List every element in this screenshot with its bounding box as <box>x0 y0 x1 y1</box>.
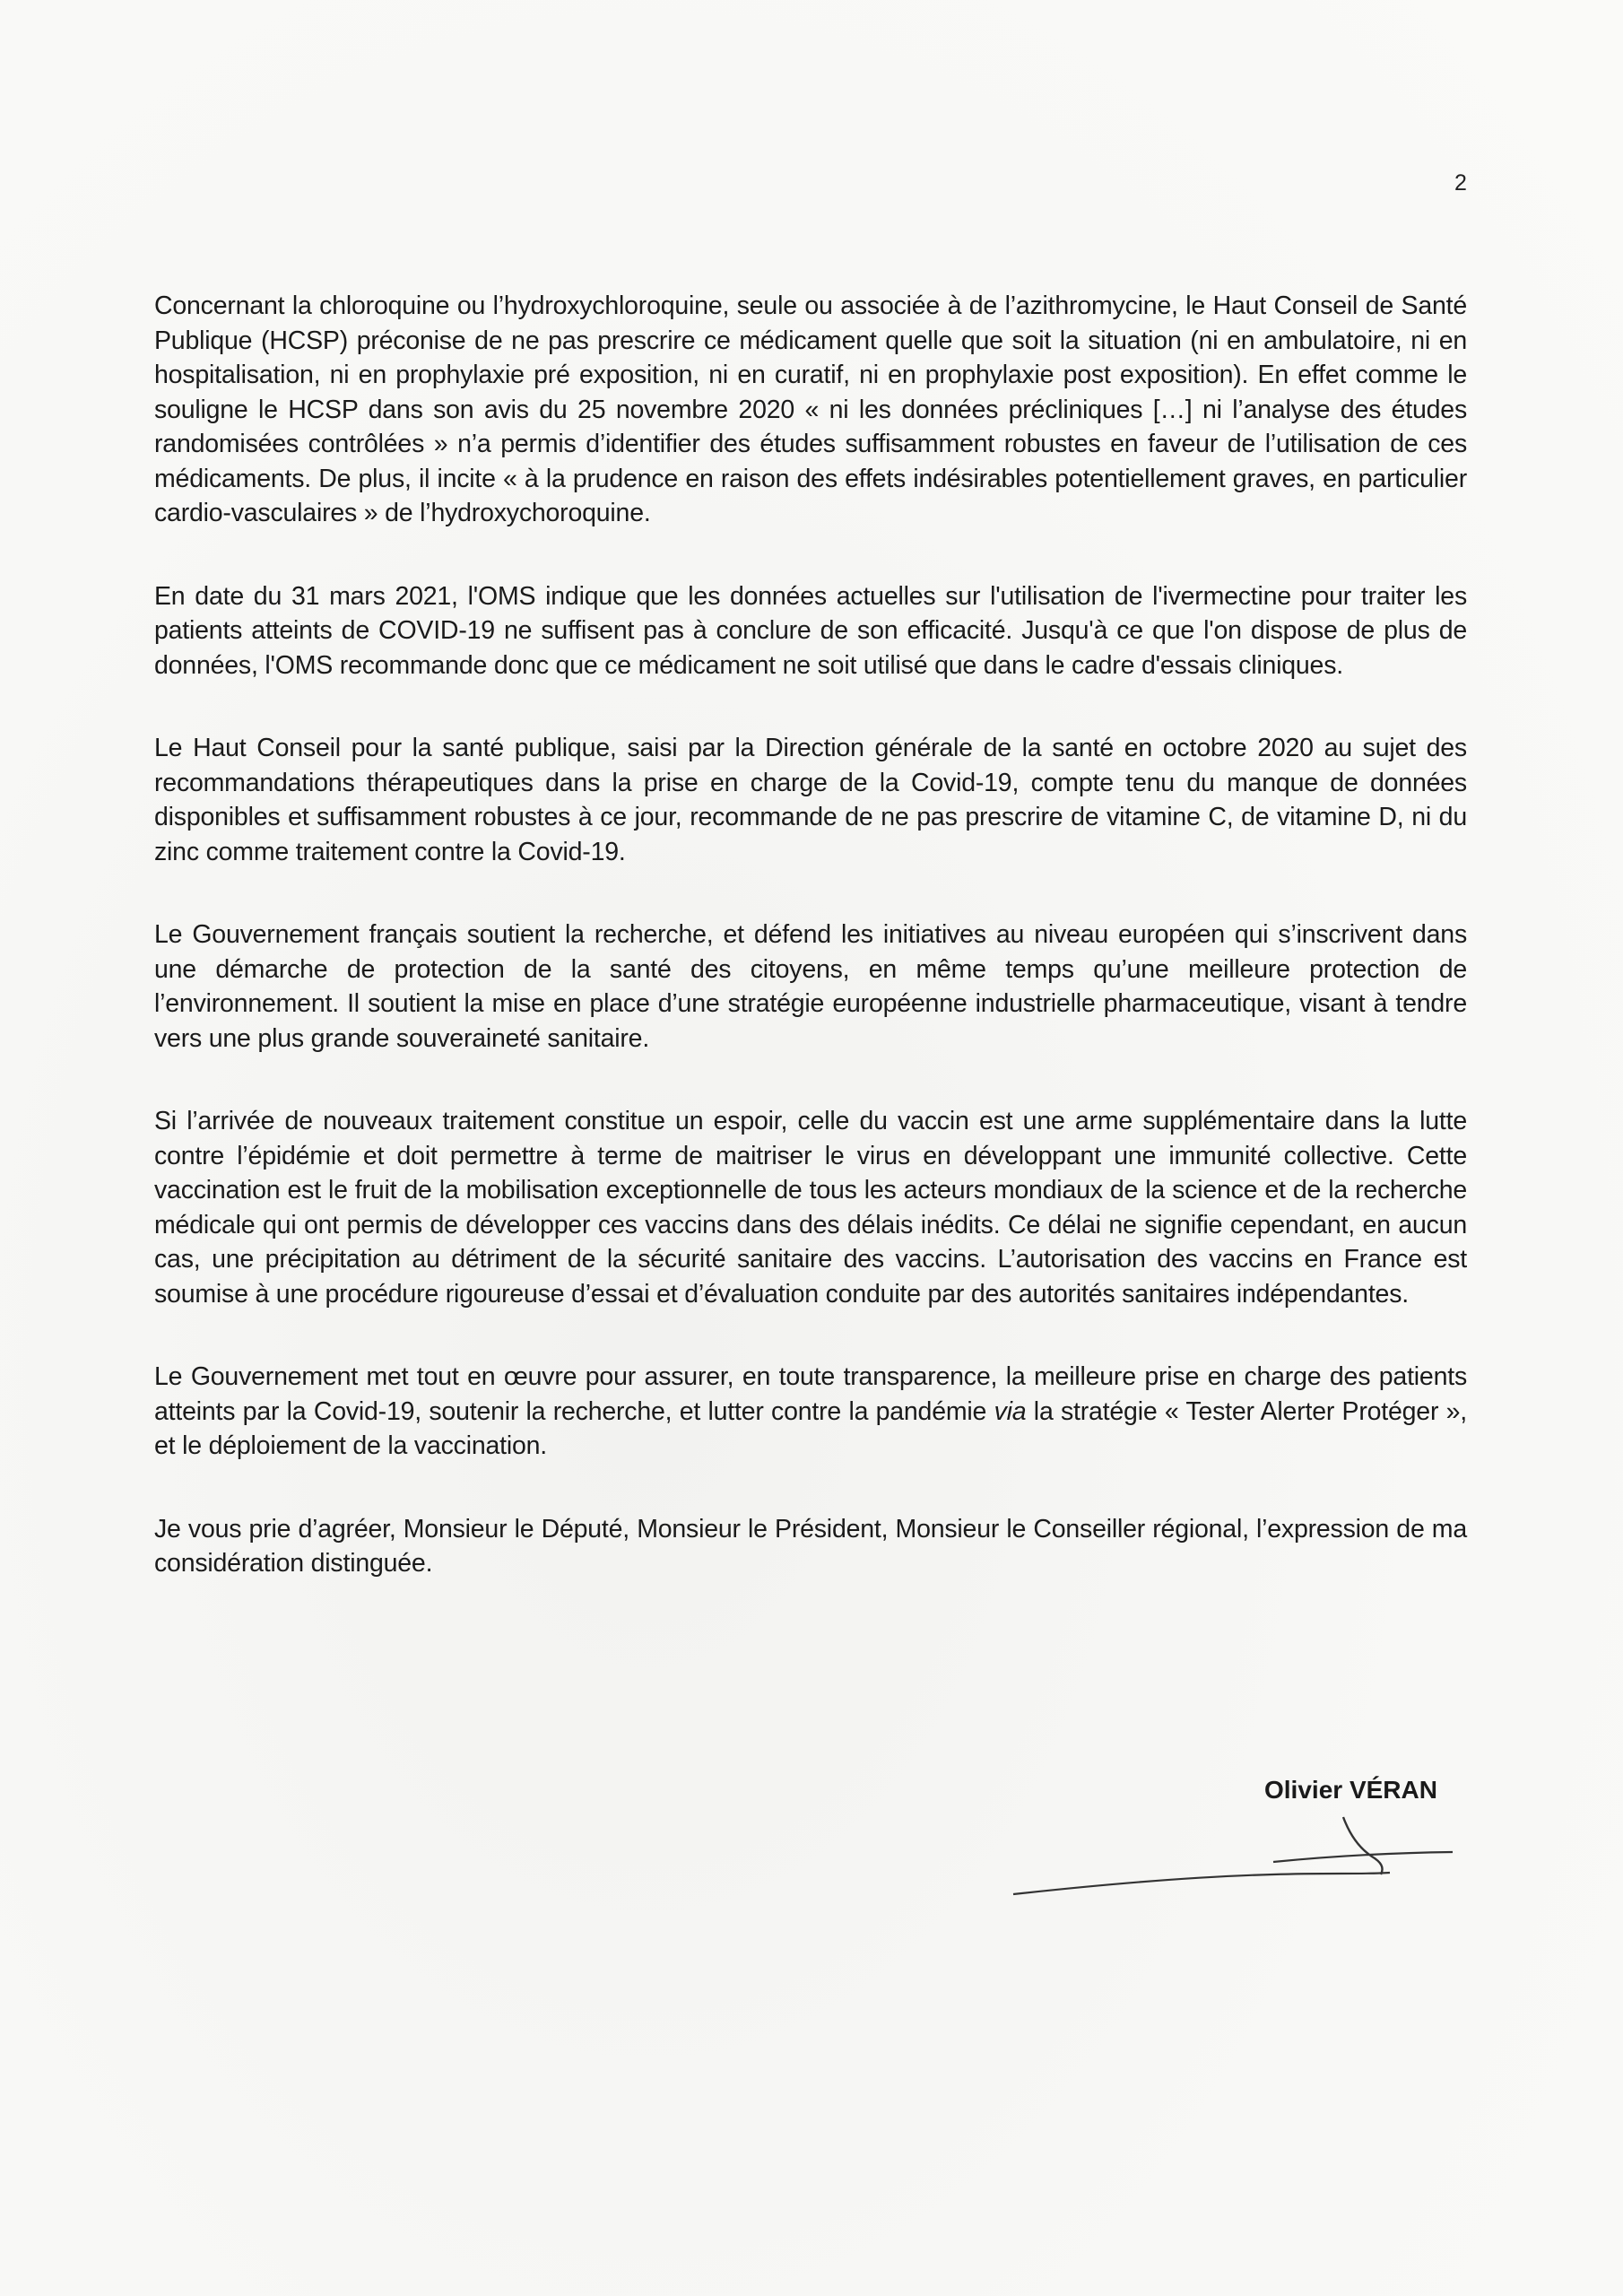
paragraph-ivermectine: En date du 31 mars 2021, l'OMS indique que les données actuelles sur l'utilisation de l'ivermectine pour traiter les patients atteints de COVID-19 ne suffisent pas à conclure de son efficacité. Jusqu'à ce que l'on dispose de plus de données, l'OMS recommande donc que ce médicament ne soit utilisé que dans le cadre d'essais cliniques. <box>154 581 1467 680</box>
handwritten-signature <box>1004 1812 1471 1919</box>
signature-stroke-hook <box>1343 1817 1383 1874</box>
paragraph-strategie-italic: via <box>994 1396 1027 1426</box>
signature-stroke-main <box>1013 1873 1390 1894</box>
signature-stroke-upper <box>1273 1852 1453 1862</box>
paragraph-strategie-part2: la stratégie « Tester Alerter Protéger », et le déploiement de la vaccination. <box>154 1396 1467 1460</box>
letter-body <box>154 289 1467 1630</box>
paragraph-recherche: Le Gouvernement français soutient la recherche, et défend les initiatives au niveau européen qui s’inscrivent dans une démarche de protection de la santé des citoyens, en même temps qu’une meilleure protection de l’environnement. Il soutient la mise en place d’une stratégie européenne industrielle pharmaceutique, visant à tendre vers une plus grande souveraineté sanitaire. <box>154 920 1467 1053</box>
page-number: 2 <box>1454 170 1467 196</box>
signatory-name: Olivier VÉRAN <box>1264 1776 1437 1804</box>
paragraph-chloroquine: Concernant la chloroquine ou l’hydroxychloroquine, seule ou associée à de l’azithromycine, le Haut Conseil de Santé Publique (HCSP) préconise de ne pas prescrire ce médicament quelle que soit la situation (ni en ambulatoire, ni en hospitalisation, ni en prophylaxie pré exposition, ni en curatif, ni en prophylaxie post exposition). En effet comme le souligne le HCSP dans son avis du 25 novembre 2020 « ni les données précliniques […] ni l’analyse des études randomisées contrôlées » n’a permis d’identifier des études suffisamment robustes en faveur de l’utilisation de ces médicaments. De plus, il incite « à la prudence en raison des effets indésirables potentiellement graves, en particulier cardio-vasculaires » de l’hydroxychoroquine. <box>154 291 1467 527</box>
closing-formula: Je vous prie d’agréer, Monsieur le Député, Monsieur le Président, Monsieur le Conseiller régional, l’expression de ma considération distinguée. <box>154 1514 1467 1578</box>
paragraph-strategie <box>154 1360 1467 1464</box>
paragraph-strategie-part1: Le Gouvernement met tout en œuvre pour assurer, en toute transparence, la meilleure prise en charge des patients atteints par la Covid-19, soutenir la recherche, et lutter contre la pandémie <box>154 1362 1467 1426</box>
paragraph-vaccin: Si l’arrivée de nouveaux traitement constitue un espoir, celle du vaccin est une arme supplémentaire dans la lutte contre l’épidémie et doit permettre à terme de maitriser le virus en développant une immunité collective. Cette vaccination est le fruit de la mobilisation exceptionnelle de tous les acteurs mondiaux de la science et de la recherche médicale qui ont permis de développer ces vaccins dans des délais inédits. Ce délai ne signifie cependant, en aucun cas, une précipitation au détriment de la sécurité sanitaire des vaccins. L’autorisation des vaccins en France est soumise à une procédure rigoureuse d’essai et d’évaluation conduite par des autorités sanitaires indépendantes. <box>154 1107 1467 1309</box>
paragraph-vitamines: Le Haut Conseil pour la santé publique, saisi par la Direction générale de la santé en octobre 2020 au sujet des recommandations thérapeutiques dans la prise en charge de la Covid-19, compte tenu du manque de données disponibles et suffisamment robustes à ce jour, recommande de ne pas prescrire de vitamine C, de vitamine D, ni du zinc comme traitement contre la Covid-19. <box>154 734 1467 866</box>
